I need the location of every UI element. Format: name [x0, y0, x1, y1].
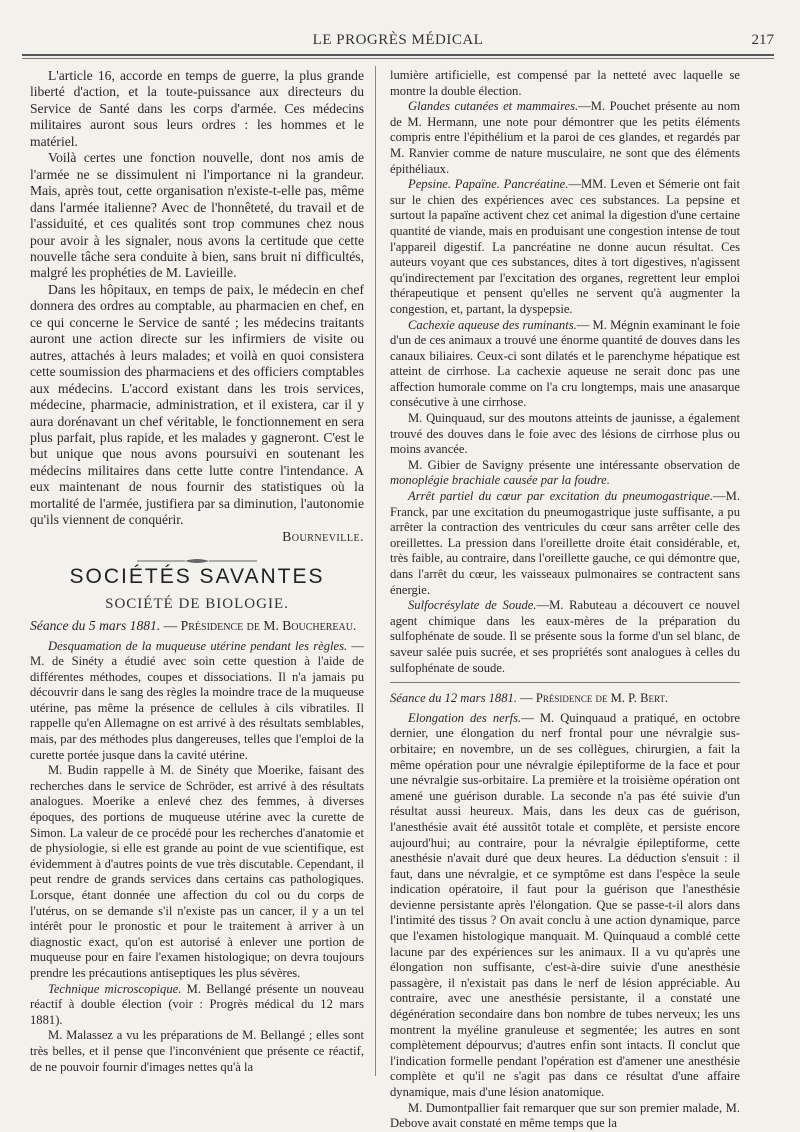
page-number: 217 [751, 32, 774, 48]
minute-title: Sulfocrésylate de Soude. [408, 598, 537, 613]
minute-body: — M. Mégnin examinant le foie d'un de ces animaux a trouvé une énorme quantité de douves dans les canaux biliaires. Ceux-ci sont dilatés et le parenchyme hépatique est atteint de cirrhose. La cachexie aqueuse ne serait donc pas une affection humorale comme on l'a cru longtemps, mais une anasarque consécutive à une cirrhose. [390, 317, 740, 410]
left-paragraph-1: L'article 16, accorde en temps de guerre, la plus grande liberté d'action, et la toute-puissance aux directeurs du Service de Santé dans les corps d'armée. Ces médecins militaires auront sous leurs ordres : les hommes et le matériel. [30, 68, 364, 149]
minute-sulfocresylate [390, 598, 740, 676]
minute-arret-coeur [390, 489, 740, 598]
minute-title: Technique microscopique. [48, 981, 182, 996]
minute-title: Cachexie aqueuse des ruminants. [408, 317, 577, 332]
page-header [22, 32, 774, 52]
section-title: SOCIÉTÉS SAVANTES [69, 565, 325, 589]
running-title: LE PROGRÈS MÉDICAL [312, 32, 484, 48]
seance-heading-1 [30, 618, 364, 634]
seance-rule [390, 682, 740, 683]
minute-body: —MM. Leven et Sémerie ont fait sur le chien des expériences avec ces substances. La pepsine et surtout la papaïne activent chez cet animal la digestion d'une certaine quantité de viande, mais en produisant une congestion intense de tout l'appareil digestif. La pancréatine ne donne aucun résultat. Ces auteurs voyant que ces substances, dites à tort digestives, n'agissent qu'indirectement par l'excitation des organes, regrettent leur emploi thérapeutique et pensent qu'elles ne servent qu'à augmenter la congestion, et, partant, la dyspepsie. [390, 177, 740, 316]
ornament-flourish-icon [137, 557, 257, 565]
minute-title: Arrêt partiel du cœur par excitation du pneumogastrique. [408, 489, 714, 504]
minute-quinquaud-moutons: M. Quinquaud, sur des moutons atteints de jaunisse, a également trouvé des douves dans le foie avec des lésions de cirrhose plus ou moins avancée. [390, 411, 740, 457]
left-paragraph-2: Voilà certes une fonction nouvelle, dont nos amis de l'armée ne se dissimulent ni l'importance ni la grandeur. Mais, après tout, cette organisation n'existe-t-elle pas, même dans l'armée italienne? Avec de l'honnêteté, du travail et de l'assiduité, et ces qualités sont trop communes chez nous pour avoir à les signaler, nous avons la certitude que cette nouvelle tâche sera conduite à bien, sans bruit ni difficultés, malgré les prophéties de M. Lavieille. [30, 150, 364, 281]
section-ornament [30, 553, 364, 563]
right-column [390, 68, 740, 1132]
seance-date: Séance du 5 mars 1881. [30, 618, 161, 634]
minute-title: monoplégie brachiale causée par la foudre. [390, 473, 610, 488]
seance-presidence: — Présidence de M. Bouchereau. [163, 618, 357, 634]
minute-cachexie [390, 318, 740, 412]
biology-minutes [30, 639, 364, 1076]
seance-presidence: — Présidence de M. P. Bert. [520, 691, 669, 706]
minute-title: Glandes cutanées et mammaires. [408, 99, 579, 114]
minute-gibier [390, 458, 740, 489]
minute-budin: M. Budin rappelle à M. de Sinéty que Moerike, faisant des recherches dans le service de Schröder, est arrivé à des résultats analogues. Moerike a enlevé chez des femmes, à diverses époques, des portions de muqueuse utérine avec la curette de Simon. La valeur de ce procédé pour les recherches d'anatomie et de physiologie, si elle est grande au point de vue scientifique, est évidemment à d'autres points de vue très discutable. Cependant, il peut rendre de grands services dans certains cas pathologiques. Lorsque, étant donnée une affection du col ou du corps de l'utérus, on se demande s'il n'existe pas un cancer, il y a un tel intérêt pour le pronostic et pour le traitement à arriver à un diagnostic exact, qu'on est autorisé à enlever une portion de muqueuse pour en faire l'examen histologique; on devra toujours prendre les précautions antiseptiques les plus sévères. [30, 763, 364, 980]
minute-pepsine [390, 177, 740, 317]
minute-body: — M. Quinquaud a pratiqué, en octobre dernier, une élongation du nerf frontal pour une névralgie sus-orbitaire; en novembre, un de ses collègues, chirurgien, a fait la même opération pour une névralgie épileptiforme de la face et pour une névralgie sus-orbitaire. La première et la troisième opération ont amené une guérison durable. La seconde n'a pas été suivie d'un résultat aussi heureux. Mais, dans les deux cas de guérison, l'anesthésie avait été aussitôt totale et complète, et persiste encore aujourd'hui; au contraire, pour la névralgie épileptiforme, cette anesthésie n'avait duré que deux heures. La déduction s'ensuit : il faut, dans une névralgie, et ce symptôme est dans l'espèce la seule indication opératoire, il faut pour la guérison que l'anesthésie devienne persistante après l'élongation. Que se passe-t-il alors dans l'intimité des tissus ? On avait conclu à une action dynamique, parce que l'examen histologique manquait. M. Quinquaud a comblé cette lacune par des expériences sur les animaux. Il a vu qu'après une élongation non suffisante, c'est-à-dire suivie d'une anesthésie passagère, il n'existait pas dans le nerf de lésion appréciable. Au contraire, avec une anesthésie persistante, il a constaté une dégénération secondaire dans bon nombre de tubes nerveux; les uns montrent la myéline granuleuse et segmentée; les autres en sont complètement dépourvus; d'autres enfin sont intacts. Il conclut que l'indication formelle pendant l'opération est d'amener une anesthésie complète et qu'il ne s'agit pas dans ce résultat d'une affaire dynamique, mais d'une lésion anatomique. [390, 710, 740, 1099]
left-paragraph-3: Dans les hôpitaux, en temps de paix, le médecin en chef donnera des ordres au comptable, au pharmacien en chef, en ce qui concerne le Service de santé ; les médecins traitants auront une action directe sur les infirmiers de visite ou autres, attachés à leurs malades; et voilà en quoi consistera cette soumission des pharmaciens et des officiers comptables aux médecins. L'accord existant dans les trois services, médecine, pharmacie, administration, et il existera, car il y aura dorénavant un chef véritable, le fonctionnement en sera plus parfait, plus rapide, et les malades y gagneront. C'est le but unique que nous avons poursuivi en soutenant les médecins militaires dans cette lutte contre l'intendance. A eux maintenant de nous fournir des statistiques où la mortalité de l'armée, justifiera par sa diminution, l'autonomie qu'ils viennent de conquérir. [30, 281, 364, 528]
minute-body: —M. Rabuteau a découvert ce nouvel agent chimique dans les eaux-mères de la préparation du sulfophénate de soude. Il se présente sous la forme d'un sel blanc, de saveur salée puis sucrée, et ses propriétés sont analogues à celles du sulfophénate de soude. [390, 598, 740, 675]
header-rule [22, 54, 774, 59]
minute-malassez: M. Malassez a vu les préparations de M. Bellangé ; elles sont très belles, et il pense que l'inconvénient que présente ce réactif, de ne pouvoir fournir d'images nettes qu'à la [30, 1028, 364, 1074]
minute-body: M. Gibier de Savigny présente une intéressante observation de [408, 457, 740, 472]
seance-heading-2 [390, 691, 740, 707]
minute-body: M. Bellangé présente un nouveau réactif à double élection (voir : Progrès médical du 12 mars 1881). [30, 981, 364, 1027]
minute-body: —M. Pouchet présente au nom de M. Hermann, une note pour démontrer que les petits éléments compris entre l'épithélium et la paroi de ces glandes, et regardés par M. Ranvier comme de nature musculaire, ne sont que des éléments épithéliaux. [390, 99, 740, 176]
minute-title: Pepsine. Papaïne. Pancréatine. [408, 177, 569, 192]
left-column [30, 68, 364, 1075]
minute-body: —M. Franck, par une excitation du pneumogastrique juste suffisante, a pu arrêter la contraction des ventricules du cœur sans arrêter celle des oreillettes. La pression dans l'oreillette droite était considérable, et, très faible, au contraire, dans l'oreillette gauche, ce qui démontre que, dans l'arrêt du cœur, les vaisseaux pulmonaires se contractent sans énergie. [390, 489, 740, 597]
minute-title: Desquamation de la muqueuse utérine pendant les règles. [48, 638, 348, 653]
minute-elongation [390, 711, 740, 1101]
minute-title: Elongation des nerfs. [408, 710, 522, 725]
minute-body: — M. de Sinéty a étudié avec soin cette question à l'aide de différentes méthodes, coupes et dissociations. Il n'a jamais pu découvrir dans le sang des règles la moindre trace de la muqueuse utérine, pas même la présence de cellules à cils vibratiles. Il rappelle qu'en Allemagne on est arrivé à des résultats semblables, mais, par des méthodes plus dangereuses, telles que l'emploi de la curette portée jusque dans la cavité utérine. [30, 638, 364, 762]
subsection-title: SOCIÉTÉ DE BIOLOGIE. [105, 595, 289, 612]
column-divider [375, 66, 376, 1076]
minute-glandes [390, 99, 740, 177]
minute-desquamation [30, 639, 364, 764]
right-continuation: lumière artificielle, est compensé par la netteté avec laquelle se montre la double élection. [390, 68, 740, 98]
minute-technique [30, 982, 364, 1029]
minute-dumontpallier: M. Dumontpallier fait remarquer que sur son premier malade, M. Debove avait constaté en même temps que la [390, 1100, 740, 1131]
author-signature: Bourneville. [282, 528, 364, 544]
seance-date: Séance du 12 mars 1881. [390, 691, 517, 706]
